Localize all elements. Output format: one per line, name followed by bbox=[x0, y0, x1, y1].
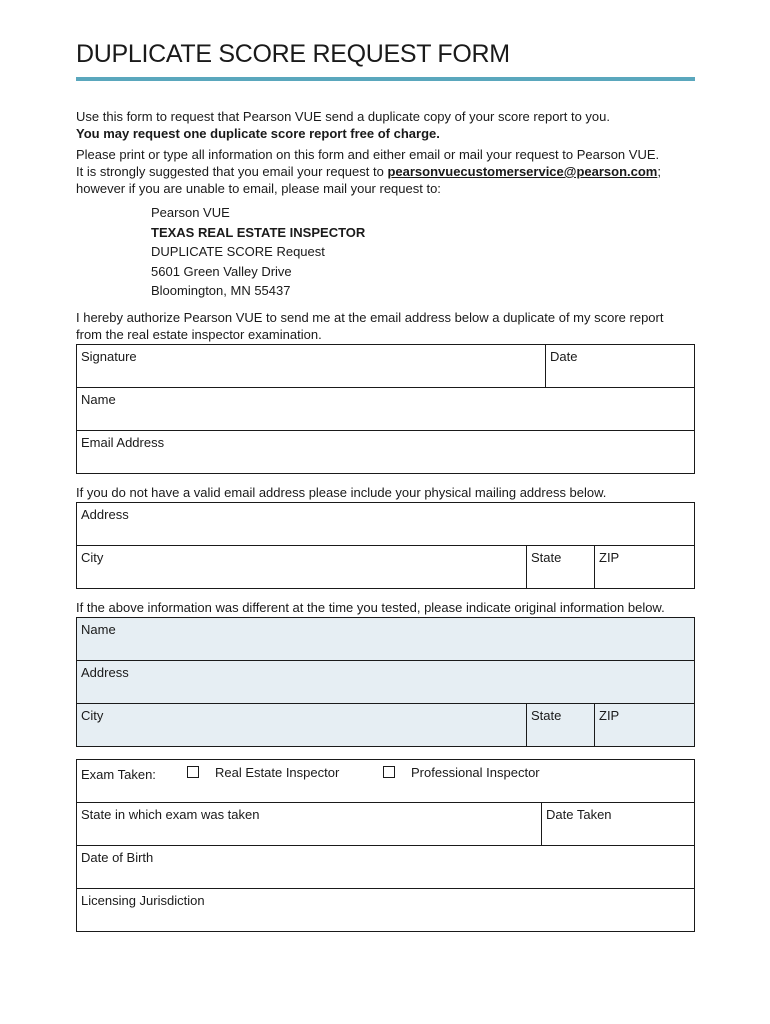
date-taken-field[interactable] bbox=[541, 803, 694, 845]
authorize-line-1: I hereby authorize Pearson VUE to send me at the email address below a duplicate of my score report bbox=[76, 310, 664, 325]
address-label: Address bbox=[81, 507, 129, 522]
state-exam-row bbox=[77, 802, 694, 845]
intro-line-2: You may request one duplicate score report free of charge. bbox=[76, 126, 440, 141]
real-estate-option[interactable] bbox=[187, 765, 339, 780]
real-estate-label: Real Estate Inspector bbox=[215, 765, 340, 780]
original-info-note: If the above information was different at the time you tested, please indicate original information below. bbox=[76, 600, 665, 615]
original-state-field[interactable] bbox=[526, 704, 594, 746]
name-field[interactable] bbox=[77, 388, 694, 430]
city-label: City bbox=[81, 550, 104, 565]
intro-line-3: Please print or type all information on this form and either email or mail your request to Pearson VUE. bbox=[76, 147, 660, 162]
original-city-field[interactable] bbox=[77, 704, 526, 746]
original-zip-field[interactable] bbox=[594, 704, 694, 746]
original-city-row bbox=[77, 703, 694, 746]
original-address-label: Address bbox=[81, 665, 129, 680]
state-exam-field[interactable] bbox=[77, 803, 541, 845]
address-line-4: 5601 Green Valley Drive bbox=[151, 263, 292, 279]
address-row bbox=[77, 503, 694, 545]
exam-taken-row bbox=[77, 760, 694, 802]
zip-label: ZIP bbox=[599, 550, 620, 565]
mailing-address-block bbox=[151, 203, 365, 301]
intro-line-4 bbox=[76, 163, 661, 180]
dob-row bbox=[77, 845, 694, 888]
intro-line-4-prefix: It is strongly suggested that you email your request to bbox=[76, 164, 388, 179]
original-city-label: City bbox=[81, 708, 104, 723]
original-info-section bbox=[76, 617, 695, 747]
exam-taken-label: Exam Taken: bbox=[81, 767, 156, 782]
title-rule bbox=[76, 77, 695, 81]
state-field[interactable] bbox=[526, 546, 594, 588]
dob-label: Date of Birth bbox=[81, 850, 154, 865]
exam-section bbox=[76, 759, 695, 932]
city-field[interactable] bbox=[77, 546, 526, 588]
email-row bbox=[77, 430, 694, 473]
exam-taken-cell bbox=[77, 760, 694, 802]
original-state-label: State bbox=[531, 708, 562, 723]
professional-checkbox[interactable] bbox=[383, 766, 395, 778]
signature-field[interactable] bbox=[77, 345, 545, 387]
date-label: Date bbox=[550, 349, 578, 364]
intro-line-1: Use this form to request that Pearson VUE send a duplicate copy of your score report to you. bbox=[76, 109, 610, 124]
address-field[interactable] bbox=[77, 503, 694, 545]
original-name-row bbox=[77, 618, 694, 660]
city-row bbox=[77, 545, 694, 588]
intro-line-4-suffix: ; bbox=[657, 164, 661, 179]
name-label: Name bbox=[81, 392, 116, 407]
dob-field[interactable] bbox=[77, 846, 694, 888]
email-address-field[interactable] bbox=[77, 431, 694, 473]
date-field[interactable] bbox=[545, 345, 694, 387]
signature-label: Signature bbox=[81, 349, 137, 364]
jurisdiction-field[interactable] bbox=[77, 889, 694, 931]
contact-section bbox=[76, 344, 695, 474]
address-line-2: TEXAS REAL ESTATE INSPECTOR bbox=[151, 224, 366, 240]
signature-row bbox=[77, 345, 694, 387]
date-taken-label: Date Taken bbox=[546, 807, 612, 822]
real-estate-checkbox[interactable] bbox=[187, 766, 199, 778]
zip-field[interactable] bbox=[594, 546, 694, 588]
address-line-5: Bloomington, MN 55437 bbox=[151, 283, 291, 298]
state-exam-label: State in which exam was taken bbox=[81, 807, 260, 822]
original-address-field[interactable] bbox=[77, 661, 694, 703]
original-address-row bbox=[77, 660, 694, 703]
address-line-1: Pearson VUE bbox=[151, 205, 230, 220]
authorize-line-2: from the real estate inspector examination. bbox=[76, 327, 322, 342]
jurisdiction-label: Licensing Jurisdiction bbox=[81, 893, 205, 908]
name-row bbox=[77, 387, 694, 430]
page-title: DUPLICATE SCORE REQUEST FORM bbox=[76, 40, 510, 68]
intro-line-5: however if you are unable to email, please mail your request to: bbox=[76, 181, 441, 196]
original-name-field[interactable] bbox=[77, 618, 694, 660]
jurisdiction-row bbox=[77, 888, 694, 931]
professional-label: Professional Inspector bbox=[411, 765, 540, 780]
address-line-3: DUPLICATE SCORE Request bbox=[151, 244, 325, 259]
mailing-section bbox=[76, 502, 695, 589]
original-name-label: Name bbox=[81, 622, 116, 637]
email-link[interactable]: pearsonvuecustomerservice@pearson.com bbox=[387, 164, 658, 179]
original-zip-label: ZIP bbox=[599, 708, 620, 723]
email-address-label: Email Address bbox=[81, 435, 165, 450]
state-label: State bbox=[531, 550, 562, 565]
professional-option[interactable] bbox=[383, 765, 540, 780]
mailing-note: If you do not have a valid email address please include your physical mailing address below. bbox=[76, 485, 607, 500]
